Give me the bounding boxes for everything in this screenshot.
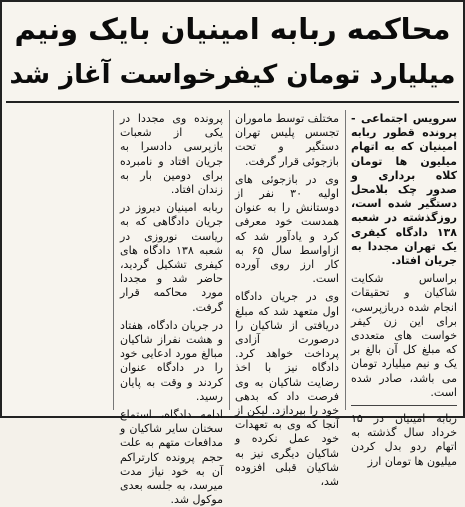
col2-paragraph-3: وی در جریان دادگاه اول متعهد شد که مبلغ دریافتی از شاکیان را درصورت آزادی پرداخت خواهد کرد. دادگاه نیز با اخذ رضایت شاکیان به وی فرصت داد که بدهی خود را بپردازد. لیکن از آنجا که وی به تعهدات خود عمل نکرده و شاکیان دیگری نیز به شاکیان قبلی افزوده شد،: [235, 290, 339, 489]
column-divider-2: [229, 110, 230, 410]
col3-paragraph-4: ادامه دادگاه، استماع سخنان سایر شاکیان و مدافعات متهم به علت حجم پرونده کارتراکم آن به خود نیاز مدت میرسد، به جلسه بعدی موکول شد.: [120, 408, 223, 507]
column-divider-3: [113, 110, 114, 410]
col1-paragraph-2: براساس شکایت شاکیان و تحقیقات انجام شده دربازپرسی، برای این زن کیفر خواست های متعددی که مبلغ کل آن بالغ بر یک و نیم میلیارد تومان می باشد، صادر شده است.: [351, 272, 457, 399]
headline-line-1: محاکمه ربابه امینیان بایک ونیم: [14, 12, 451, 46]
article-column-4: [8, 112, 108, 412]
headline-divider: [6, 101, 459, 103]
col3-paragraph-3: در جریان دادگاه، هفتاد و هشت نفراز شاکیان مبالغ مورد ادعایی خود را در دادگاه عنوان کردند و وقت به پایان رسید.: [120, 318, 223, 403]
column-divider-1: [345, 110, 346, 410]
article-column-2: [234, 112, 339, 489]
article-column-1: [351, 112, 457, 468]
col1-paragraph-3: ربابه امینیان در ۱۵ خرداد سال گذشته به اتهام ردو بدل کردن میلیون ها تومان ارز: [351, 412, 457, 468]
col3-paragraph-1: پرونده وی مجددا در یکی از شعبات بازپرسی دادسرا به جریان افتاد و نامبرده برای دومین بار به زندان افتاد.: [120, 112, 223, 197]
col2-paragraph-1: مختلف توسط ماموران تجسس پلیس تهران دستگیر و تحت بازجوئی قرار گرفت.: [234, 112, 339, 168]
headline-line-2: میلیارد تومان کیفرخواست آغاز شد: [9, 60, 456, 90]
col1-divider: [351, 405, 457, 406]
col2-paragraph-2: وی در بازجوئی های اولیه ۳۰ نفر از دوستانش را به عنوان همدست خود معرفی کرد و یادآور شد که ازاواسط سال ۶۵ به کار ارز روی آورده است.: [235, 172, 339, 286]
col1-paragraph-1: سرویس اجتماعی - پرونده قطور ربابه امینیان که به اتهام میلیون ها تومان کلاه برداری و صدور چک بلامحل دستگیر شده است، روزگذشته در شعبه ۱۳۸ دادگاه کیفری یک تهران مجددا به جریان افتاد.: [351, 112, 457, 268]
article-column-3: [120, 112, 223, 507]
col3-paragraph-2: ربابه امینیان دیروز در جریان دادگاهی که به ریاست نوروزی در شعبه ۱۳۸ دادگاه های کیفری تشکیل گردید، حاضر شد و مجددا مورد محاکمه قرار گرفت.: [120, 201, 223, 314]
